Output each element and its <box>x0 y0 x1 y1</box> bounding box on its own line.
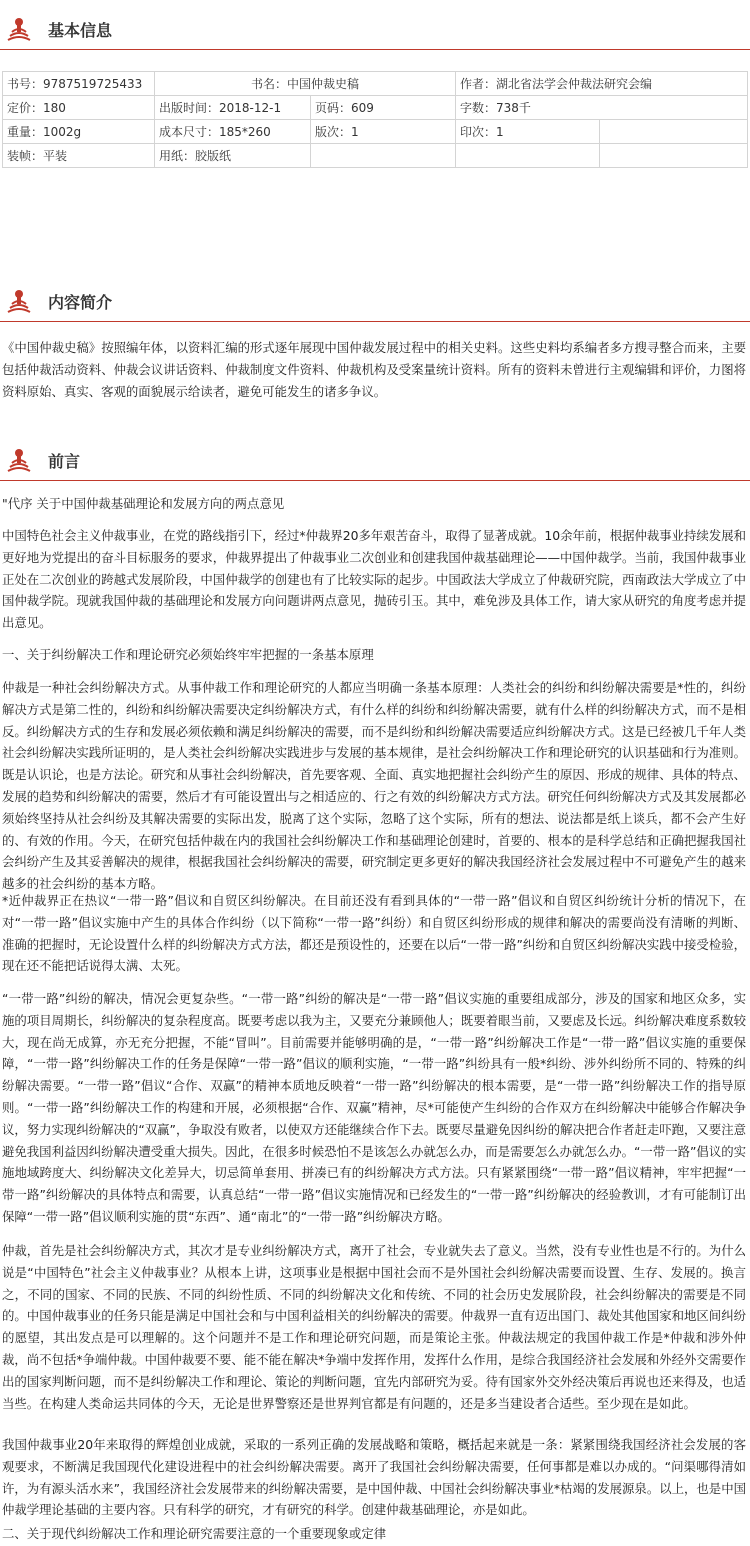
preface-heading-1: 一、关于纠纷解决工作和理论研究必须始终牢牢把握的一条基本原理 <box>2 647 374 662</box>
preface-subtitle: "代序 关于中国仲裁基础理论和发展方向的两点意见 <box>2 496 285 511</box>
publish-date-cell: 出版时间：2018-12-1 <box>155 96 311 120</box>
book-logo-icon <box>6 445 32 475</box>
table-row <box>3 72 748 96</box>
words-cell: 字数：738千 <box>456 96 748 120</box>
empty-cell <box>600 144 748 168</box>
empty-cell <box>456 144 600 168</box>
book-info-table <box>2 71 748 168</box>
preface-paragraph: 仲裁，首先是社会纠纷解决方式，其次才是专业纠纷解决方式，离开了社会，专业就失去了意义。当然，没有专业性也是不行的。为什么说是“中国特色”社会主义仲裁事业？从根本上讲，这项事业是根据中国社会而不是外国社会纠纷解决需要而设置、生存、发展的。换言之，不同的国家、不同的民族、不同的纠纷性质、不同的纠纷解决文化和传统、不同的社会历史发展阶段，社会纠纷解决的需要是不同的。中国仲裁事业的任务只能是满足中国社会和与中国利益相关的纠纷解决的需要。仲裁界一直有迈出国门、裁处其他国家和地区间纠纷的愿望，其出发点是可以理解的。这个问题并不是工作和理论研究问题，而是策论主张。仲裁法规定的我国仲裁工作是*仲裁和涉外仲裁，尚不包括*争端仲裁。中国仲裁要不要、能不能在解决*争端中发挥作用，发挥什么作用，是综合我国经济社会发展和外经外交需要作出的国家判断问题，而不是纠纷解决工作和理论、策论的判断问题，宜先内部研究为妥。待有国家外交外经决策后再说也还来得及，也适当些。在构建人类命运共同体的今天，无论是世界警察还是世界判官都是有问题的，还是多当建设者合适些。至少现在是如此。 <box>2 1243 746 1411</box>
edition-cell: 版次：1 <box>311 120 456 144</box>
pages-cell: 页码：609 <box>311 96 456 120</box>
section-divider <box>0 321 750 322</box>
summary-text: 《中国仲裁史稿》按照编年体，以资料汇编的形式逐年展现中国仲裁发展过程中的相关史料。这些史料均系编者多方搜寻整合而来，主要包括仲裁活动资料、仲裁会议讲话资料、仲裁制度文件资料、仲裁机构及受案量统计资料。所有的资料未曾进行主观编辑和评价，力图将资料原始、真实、客观的面貌展示给读者，避免可能发生的诸多争议。 <box>2 340 746 399</box>
section-header-summary <box>0 282 750 322</box>
empty-cell <box>600 120 748 144</box>
binding-cell: 装帧：平装 <box>3 144 155 168</box>
section-divider <box>0 480 750 481</box>
table-row <box>3 144 748 168</box>
price-cell: 定价：180 <box>3 96 155 120</box>
table-row <box>3 120 748 144</box>
section-header-basic-info <box>0 10 750 50</box>
isbn-cell: 书号：9787519725433 <box>3 72 155 96</box>
preface-paragraph: 仲裁是一种社会纠纷解决方式。从事仲裁工作和理论研究的人都应当明确一条基本原理：人类社会的纠纷和纠纷解决需要是*性的，纠纷解决方式是第二性的，纠纷和纠纷解决需要决定纠纷解决方式，有什么样的纠纷和纠纷解决需要，就有什么样的纠纷解决方式，而不是相反。纠纷解决方式的生存和发展必须依赖和满足纠纷解决的需要，而不是纠纷和纠纷解决需要适应纠纷解决方式。这是已经被几千年人类社会纠纷解决实践所证明的，是人类社会纠纷解决实践进步与发展的基本规律，是社会纠纷解决工作和理论研究的认识基础和行为准则。既是认识论，也是方法论。研究和从事社会纠纷解决，首先要客观、全面、真实地把握社会纠纷产生的原因、形成的规律、具体的特点、发展的趋势和纠纷解决的需要，然后才有可能设置出与之相适应的、行之有效的纠纷解决方式方法。研究任何纠纷解决方式及其发展都必须始终坚持从社会纠纷及其解决需要的实际出发，脱离了这个实际，忽略了这个实际，所有的想法、说法都是纸上谈兵，都不会产生好的、有效的作用。今天，在研究包括仲裁在内的我国社会纠纷解决工作和基础理论创建时，首要的、根本的是科学总结和正确把握我国社会纠纷产生及其妥善解决的规律，根据我国社会纠纷解决的需要，研究制定更多更好的解决我国经济社会发展过程中不可避免产生的越来越多的社会纠纷的基本方略。 <box>2 680 746 892</box>
preface-paragraph: 我国仲裁事业20年来取得的辉煌创业成就，采取的一系列正确的发展战略和策略，概括起来就是一条：紧紧围绕我国经济社会发展的客观要求，不断满足我国现代化建设进程中的社会纠纷解决需要。离开了我国社会纠纷解决需要，任何事都是难以办成的。“问渠哪得清如许，为有源头活水来”，我国经济社会发展带来的纠纷解决需要，是中国仲裁、中国社会纠纷解决事业*枯竭的发展源泉。以上，也是中国仲裁学理论基础的主要内容。只有科学的研究，才有研究的科学。创建仲裁基础理论，亦是如此。 <box>2 1437 746 1518</box>
book-name-cell: 书名：中国仲裁史稿 <box>155 72 456 96</box>
book-logo-icon <box>6 14 32 44</box>
section-header-preface <box>0 441 750 481</box>
preface-paragraph: “一带一路”纠纷的解决，情况会更复杂些。“一带一路”纠纷的解决是“一带一路”倡议实施的重要组成部分，涉及的国家和地区众多，实施的项目周期长，纠纷解决的复杂程度高。既要考虑以我为主，又要充分兼顾他人；既要着眼当前，又要虑及长远。纠纷解决难度系数较大，现在尚无成算，亦无充分把握，不能“冒叫”。目前需要并能够明确的是，“一带一路”纠纷解决工作是“一带一路”倡议实施的重要保障，“一带一路”纠纷解决工作的任务是保障“一带一路”倡议的顺利实施，“一带一路”纠纷具有一般*纠纷、涉外纠纷所不同的、特殊的纠纷解决需要。“一带一路”倡议“合作、双赢”的精神本质地反映着“一带一路”纠纷解决的根本需要，是“一带一路”纠纷解决工作的指导原则。“一带一路”纠纷解决工作的构建和开展，必须根据“合作、双赢”精神，尽*可能使产生纠纷的合作双方在纠纷解决中能够合作解决争议，努力实现纠纷解决的“双赢”，争取没有败者，以使双方还能继续合作下去。既要尽量避免因纠纷的解决把合作者赶走吓跑，又要注意避免我国利益因纠纷解决遭受重大损失。因此，在很多时候恐怕不是该怎么办就怎么办，而是需要怎么办就怎么办。“一带一路”倡议的实施地域跨度大、纠纷解决文化差异大，切忌简单套用、拼凑已有的纠纷解决方式方法。只有紧紧围绕“一带一路”倡议精神，牢牢把握“一带一路”纠纷解决的具体特点和需要，认真总结“一带一路”倡议实施情况和已经发生的“一带一路”纠纷解决的经验教训，才有可能制订出保障“一带一路”倡议顺利实施的贯“东西”、通“南北”的“一带一路”纠纷解决方略。 <box>2 991 746 1224</box>
section-divider <box>0 49 750 50</box>
author-cell: 作者：湖北省法学会仲裁法研究会编 <box>456 72 748 96</box>
section-title: 前言 <box>48 452 81 471</box>
weight-cell: 重量：1002g <box>3 120 155 144</box>
table-row <box>3 96 748 120</box>
preface-heading-2: 二、关于现代纠纷解决工作和理论研究需要注意的一个重要现象或定律 <box>2 1526 387 1541</box>
book-logo-icon <box>6 286 32 316</box>
paper-cell: 用纸：胶版纸 <box>155 144 311 168</box>
printing-cell: 印次：1 <box>456 120 600 144</box>
size-cell: 成本尺寸：185*260 <box>155 120 311 144</box>
empty-cell <box>311 144 456 168</box>
section-title: 内容简介 <box>48 293 113 312</box>
preface-paragraph: *近仲裁界正在热议“一带一路”倡议和自贸区纠纷解决。在目前还没有看到具体的“一带一路”倡议和自贸区纠纷统计分析的情况下，在对“一带一路”倡议实施中产生的具体合作纠纷（以下简称“一带一路”纠纷）和自贸区纠纷形成的规律和解决的需要尚没有清晰的判断、准确的把握时，无论设置什么样的纠纷解决方式方法，都还是预设性的，还要在以后“一带一路”纠纷和自贸区纠纷解决实践中接受检验，现在还不能把话说得太满、太死。 <box>2 893 746 974</box>
preface-paragraph: 中国特色社会主义仲裁事业，在党的路线指引下，经过*仲裁界20多年艰苦奋斗，取得了显著成就。10余年前，根据仲裁事业持续发展和更好地为党提出的奋斗目标服务的要求，仲裁界提出了仲裁事业二次创业和创建我国仲裁基础理论——中国仲裁学。当前，我国仲裁事业正处在二次创业的跨越式发展阶段，中国仲裁学的创建也有了比较实际的起步。中国政法大学成立了仲裁研究院，西南政法大学成立了中国仲裁学院。现就我国仲裁的基础理论和发展方向问题讲两点意见，抛砖引玉。其中，难免涉及具体工作，请大家从研究的角度考虑并提出意见。 <box>2 528 746 631</box>
section-title: 基本信息 <box>48 21 113 40</box>
